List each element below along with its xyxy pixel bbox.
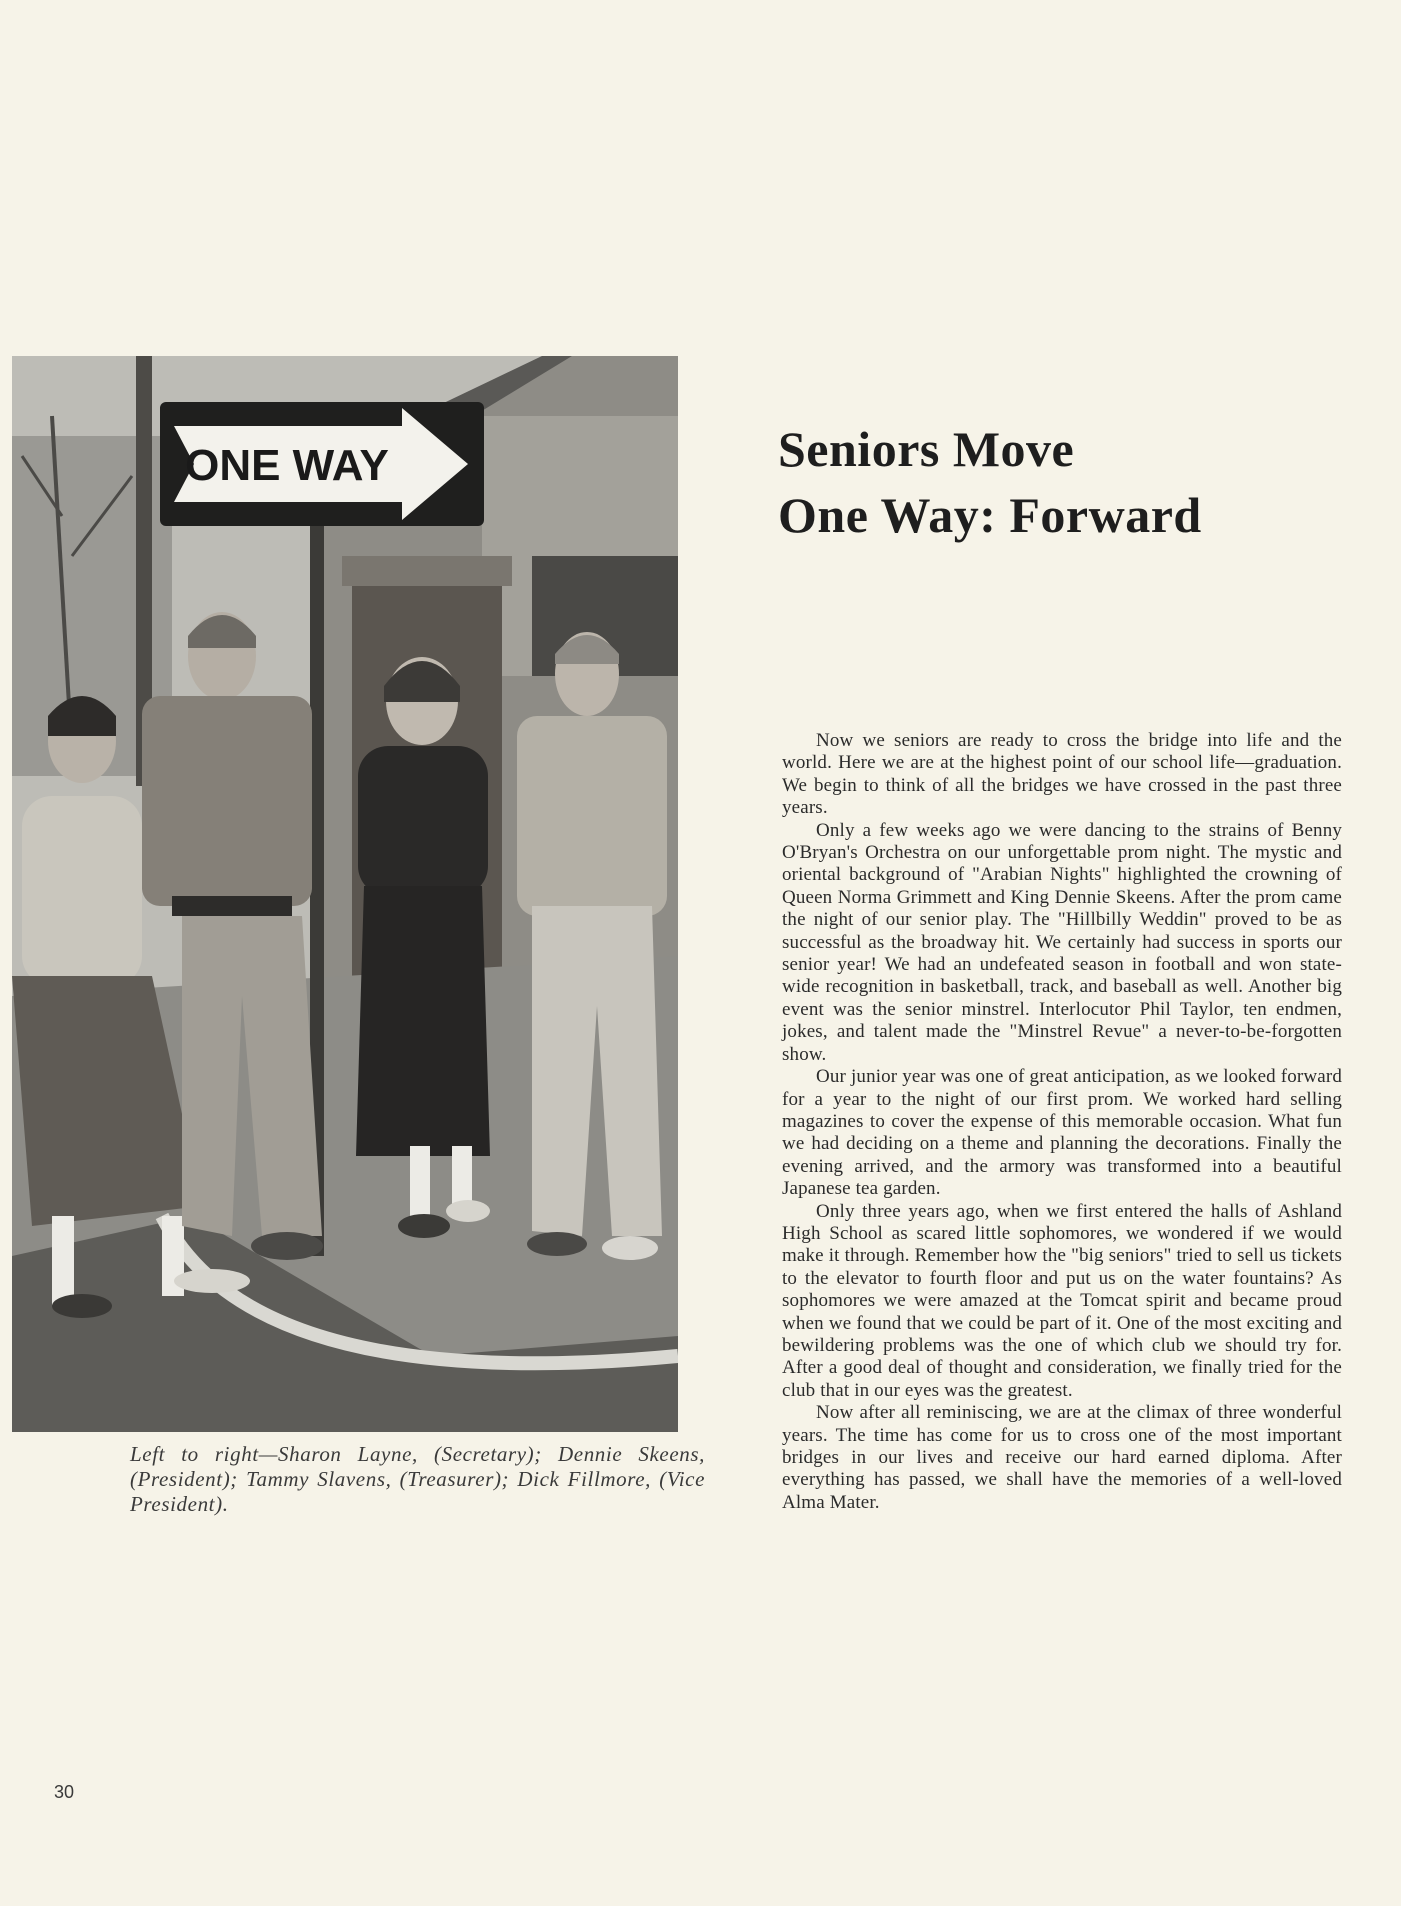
- title-line-1: Seniors Move: [778, 421, 1075, 477]
- page-number: 30: [54, 1782, 75, 1802]
- paragraph: Only a few weeks ago we were dancing to the strains of Benny O'Bryan's Orchestra on our unforgettable prom night. The mystic and oriental background of "Arabian Nights" highlighted the crowning of Queen Norma Grimmett and King Dennie Skeens. After the prom came the night of our senior play. The "Hillbilly Weddin" proved to be as successful as the broadway hit. We certainly had success in sports our senior year! We had an undefeated season in football and won state-wide recognition in basketball, track, and baseball as well. Another big event was the senior minstrel. Interlocutor Phil Taylor, ten endmen, jokes, and talent made the "Minstrel Revue" a never-to-be-forgotten show.: [782, 819, 1342, 1065]
- paragraph: Now we seniors are ready to cross the bridge into life and the world. Here we are at the highest point of our school life—graduation. We begin to think of all the bridges we have crossed in the past three years.: [782, 730, 1342, 819]
- photo-caption: Left to right—Sharon Layne, (Secretary); Dennie Skeens, (President); Tammy Slavens, (Treasurer); Dick Fillmore, (Vice President).: [130, 1442, 705, 1516]
- page-title: [778, 416, 1202, 548]
- paragraph: Now after all reminiscing, we are at the climax of three wonderful years. The time has come for us to cross one of the most important bridges in our lives and receive our hard earned diploma. After everything has passed, we shall have the memories of a well-loved Alma Mater.: [782, 1402, 1342, 1513]
- title-line-2: One Way: Forward: [778, 487, 1202, 543]
- class-officers-photo: [12, 356, 678, 1432]
- paragraph: Our junior year was one of great anticipation, as we looked forward for a year to the night of our first prom. We worked hard selling magazines to cover the expense of this memorable occasion. What fun we had deciding on a theme and planning the decorations. Finally the evening arrived, and the armory was transformed into a beautiful Japanese tea garden.: [782, 1066, 1342, 1200]
- article-body: [782, 730, 1342, 1514]
- one-way-sign-text: ONE WAY: [185, 441, 389, 490]
- photo-illustration: [12, 356, 678, 1432]
- paragraph: Only three years ago, when we first entered the halls of Ashland High School as scared little sophomores, we wondered if we would make it through. Remember how the "big seniors" tried to sell us tickets to the elevator to fourth floor and put us on the water fountains? As sophomores we were amazed at the Tomcat spirit and became proud when we found that we could be part of it. One of the most exciting and bewildering problems was the one of which club we should try for. After a good deal of thought and consideration, we finally tried for the club that in our eyes was the greatest.: [782, 1200, 1342, 1401]
